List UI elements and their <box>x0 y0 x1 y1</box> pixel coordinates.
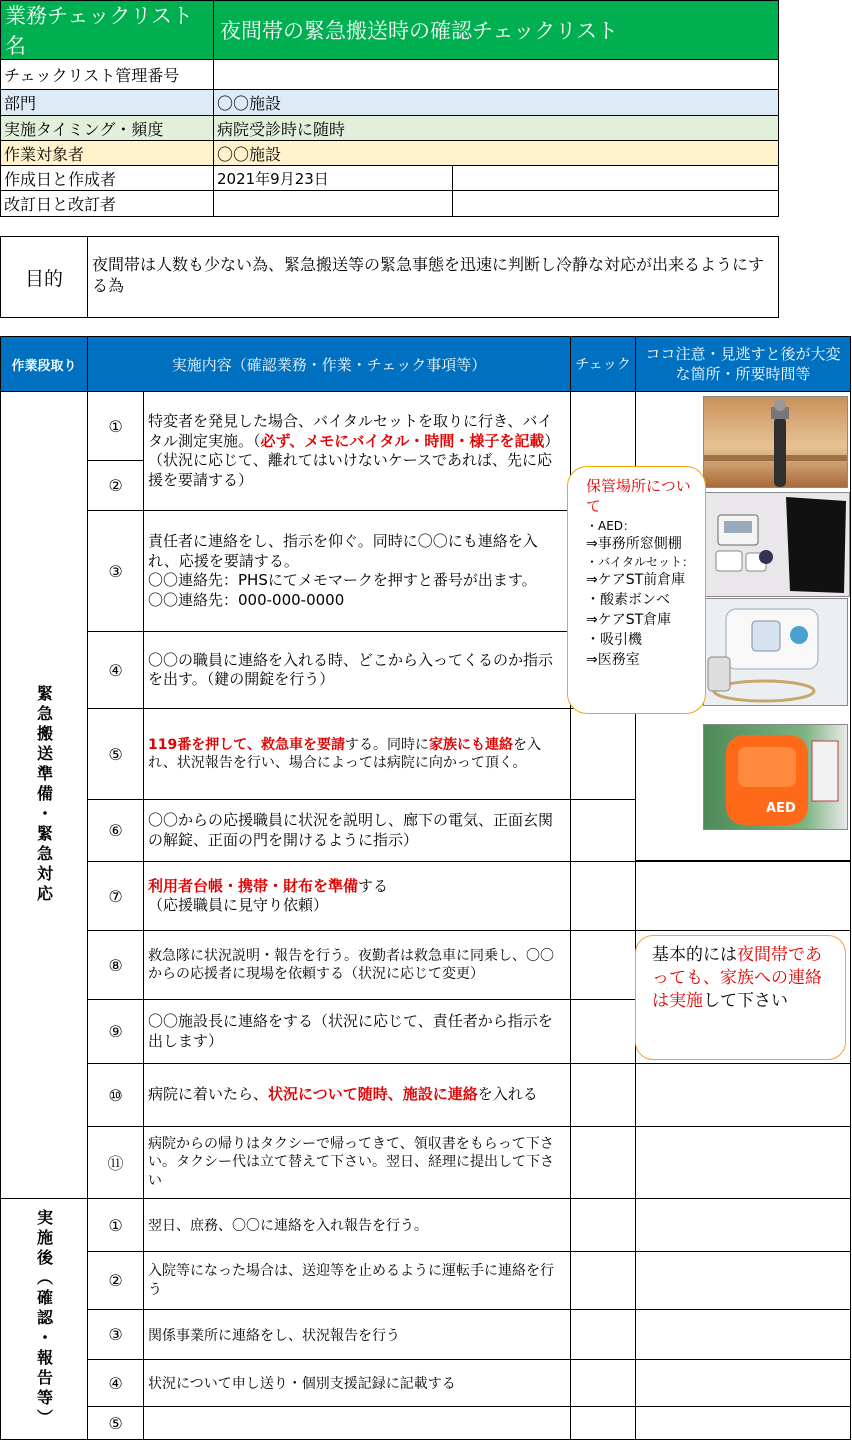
note-cell-5 <box>635 1126 851 1199</box>
content-s2-row-2: 入院等になった場合は、送迎等を止めるように運転手に連絡を行う <box>143 1251 571 1310</box>
step-number-7: ⑦ <box>87 861 144 931</box>
meta-value-2: 〇〇施設 <box>213 89 779 116</box>
storage-line-5: ・酸素ボンベ <box>586 592 670 608</box>
step-number-10: ⑩ <box>87 1063 144 1127</box>
meta-label-6: 改訂日と改訂者 <box>0 190 214 217</box>
meta-label-3: 実施タイミング・頻度 <box>0 115 214 141</box>
meta-label-1: チェックリスト管理番号 <box>0 59 214 90</box>
step-number-6: ⑥ <box>87 799 144 862</box>
note-cell-9 <box>635 1359 851 1407</box>
check-cell-12[interactable] <box>570 1251 636 1310</box>
check-cell-15[interactable] <box>570 1406 636 1440</box>
section2-label: 実施後（確認・報告等） <box>0 1198 88 1440</box>
storage-line-1: ・AED： <box>586 519 636 533</box>
photo-suction-machine <box>703 598 848 706</box>
content-row-8: 救急隊に状況説明・報告を行う。夜勤者は救急車に同乗し、〇〇からの応援者に現場を依頼する（状況に応じて変更） <box>143 930 571 1000</box>
purpose-text: 夜間帯は人数も少ない為、緊急搬送等の緊急事態を迅速に判断し冷静な対応が出来るようにする為 <box>87 236 779 318</box>
meta-value-6 <box>213 190 453 217</box>
oxygen-cylinder-icon <box>704 397 848 488</box>
content-row-4: 〇〇の職員に連絡を入れる時、どこから入ってくるのか指示を出す。（鍵の開錠を行う） <box>143 631 571 709</box>
meta-label-4: 作業対象者 <box>0 140 214 166</box>
meta-label-2: 部門 <box>0 89 214 116</box>
step-number-8: ⑧ <box>87 930 144 1000</box>
section1-label: 緊急搬送準備・緊急対応 <box>0 391 88 1199</box>
content-row-5: 119番を押して、救急車を要請する。同時に家族にも連絡を入れ、状況報告を行い、場合によっては病院に向かって頂く。 <box>143 708 571 800</box>
storage-line-3: ・バイタルセット： <box>586 555 695 569</box>
suction-machine-icon <box>704 599 848 706</box>
step-number-11: ⑪ <box>87 1126 144 1199</box>
note-cell-6 <box>635 1198 851 1252</box>
check-cell-14[interactable] <box>570 1359 636 1407</box>
checklist-name-value: 夜間帯の緊急搬送時の確認チェックリスト <box>213 0 779 60</box>
th-check: チェック <box>570 336 636 392</box>
check-cell-11[interactable] <box>570 1198 636 1252</box>
storage-callout <box>567 466 706 714</box>
check-cell-10[interactable] <box>570 1126 636 1199</box>
storage-callout-lines <box>586 518 701 670</box>
photo-vital-set <box>705 492 850 597</box>
content-row-3: 責任者に連絡をし、指示を仰ぐ。同時に〇〇にも連絡を入れ、応援を要請する。 〇〇連絡先：PHSにてメモマークを押すと番号が出ます。 〇〇連絡先：000-000-0000 <box>143 510 571 632</box>
content-row-10: 病院に着いたら、状況について随時、施設に連絡を入れる <box>143 1063 571 1127</box>
storage-line-7: ・吸引機 <box>586 632 642 648</box>
check-cell-6[interactable] <box>570 861 636 931</box>
photo-aed <box>703 724 848 830</box>
after-step-number-1: ① <box>87 1198 144 1252</box>
step-number-4: ④ <box>87 631 144 709</box>
check-cell-9[interactable] <box>570 1063 636 1127</box>
step-number-3: ③ <box>87 510 144 632</box>
check-cell-13[interactable] <box>570 1309 636 1360</box>
th-step: 作業段取り <box>0 336 88 392</box>
meta-value-3: 病院受診時に随時 <box>213 115 779 141</box>
storage-line-4: ⇒ケアST前倉庫 <box>586 572 686 588</box>
meta-value-5: 2021年9月23日 <box>213 165 453 191</box>
note-cell-8 <box>635 1309 851 1360</box>
meta-extra-5 <box>452 165 779 191</box>
after-step-number-3: ③ <box>87 1309 144 1360</box>
storage-line-2: ⇒事務所窓側棚 <box>586 536 682 552</box>
content-s2-row-5 <box>143 1406 571 1440</box>
th-content: 実施内容（確認業務・作業・チェック事項等） <box>87 336 571 392</box>
photo-oxygen-cylinder <box>703 396 848 488</box>
meta-extra-6 <box>452 190 779 217</box>
check-cell-8[interactable] <box>570 999 636 1064</box>
check-cell-7[interactable] <box>570 930 636 1000</box>
content-s2-row-3: 関係事業所に連絡をし、状況報告を行う <box>143 1309 571 1360</box>
after-step-number-5: ⑤ <box>87 1406 144 1440</box>
aed-label: AED <box>766 801 796 816</box>
step-number-1: ① <box>87 391 144 461</box>
after-step-number-4: ④ <box>87 1359 144 1407</box>
note-cell-7 <box>635 1251 851 1310</box>
note-cell-2 <box>635 861 851 931</box>
check-cell-5[interactable] <box>570 799 636 862</box>
th-note: ココ注意・見逃すと後が大変な箇所・所要時間等 <box>635 336 851 392</box>
step-number-2: ② <box>87 460 144 511</box>
after-step-number-2: ② <box>87 1251 144 1310</box>
storage-line-6: ⇒ケアST倉庫 <box>586 612 672 628</box>
step-number-5: ⑤ <box>87 708 144 800</box>
purpose-label: 目的 <box>0 236 88 318</box>
content-s2-row-1: 翌日、庶務、〇〇に連絡を入れ報告を行う。 <box>143 1198 571 1252</box>
content-row-9: 〇〇施設長に連絡をする（状況に応じて、責任者から指示を出します） <box>143 999 571 1064</box>
step-number-9: ⑨ <box>87 999 144 1064</box>
storage-callout-title: 保管場所について <box>586 477 691 515</box>
content-row-6: 〇〇からの応援職員に状況を説明し、廊下の電気、正面玄関の解錠、正面の門を開けるように指示） <box>143 799 571 862</box>
content-s2-row-4: 状況について申し送り・個別支援記録に記載する <box>143 1359 571 1407</box>
storage-line-8: ⇒医務室 <box>586 652 640 668</box>
check-cell-4[interactable] <box>570 708 636 800</box>
meta-value-4: 〇〇施設 <box>213 140 779 166</box>
note-cell-10 <box>635 1406 851 1440</box>
family-contact-callout: 基本的には夜間帯であっても、家族への連絡は実施して下さい <box>635 935 846 1060</box>
content-row-1-2: 特変者を発見した場合、バイタルセットを取りに行き、バイタル測定実施。（必ず、メモにバイタル・時間・様子を記載）（状況に応じて、離れてはいけないケースであれば、先に応援を要請する） <box>143 391 571 511</box>
meta-value-1 <box>213 59 779 90</box>
note-cell-4 <box>635 1063 851 1127</box>
meta-label-5: 作成日と作成者 <box>0 165 214 191</box>
content-row-7: 利用者台帳・携帯・財布を準備する （応援職員に見守り依頼） <box>143 861 571 931</box>
checklist-name-label: 業務チェックリスト名 <box>0 0 214 60</box>
vital-set-icon <box>706 493 850 597</box>
content-row-11: 病院からの帰りはタクシーで帰ってきて、領収書をもらって下さい。タクシー代は立て替えて下さい。翌日、経理に提出して下さい <box>143 1126 571 1199</box>
